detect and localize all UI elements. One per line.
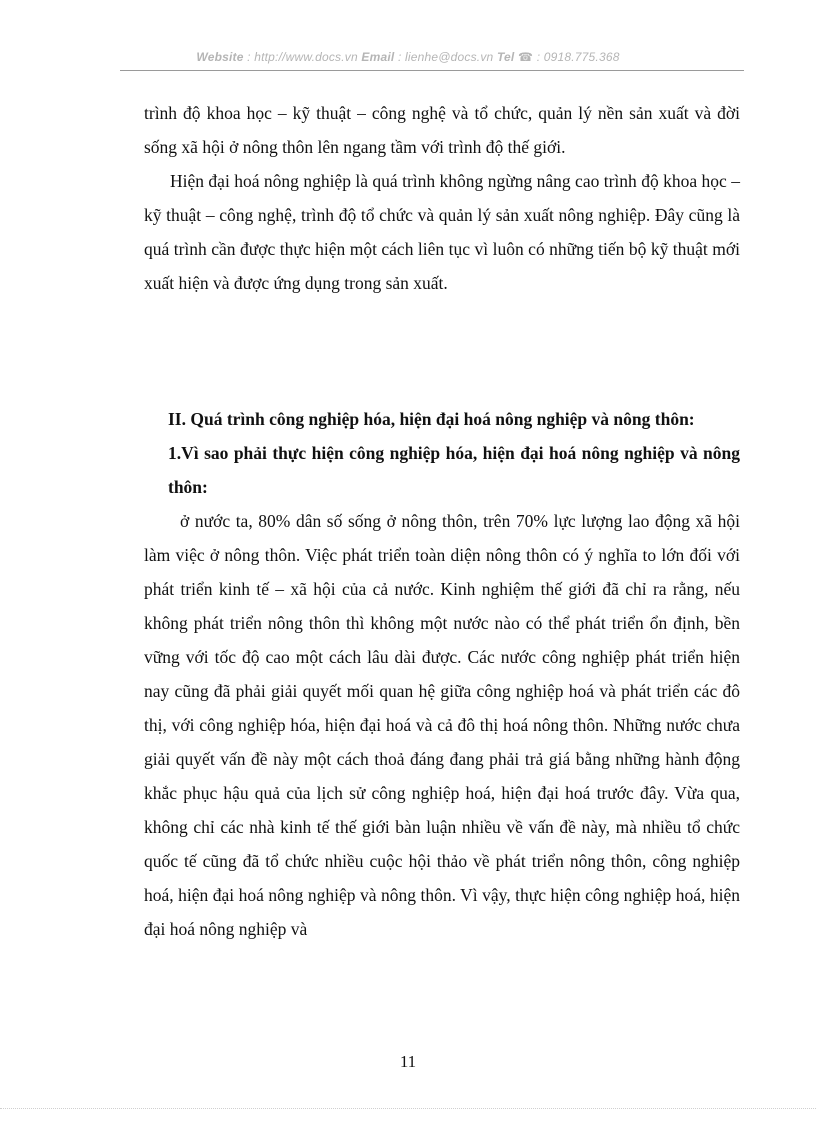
phone-icon: ☎ <box>518 50 534 64</box>
paragraph-3: ở nước ta, 80% dân số sống ở nông thôn, trên 70% lực lượng lao động xã hội làm việc ở nông thôn. Việc phát triển toàn diện nông thôn có ý nghĩa to lớn đối với phát triển kinh tế – xã hội của cả nước. Kinh nghiệm thế giới đã chỉ ra rằng, nếu không phát triển nông thôn thì không một nước nào có thể phát triển ổn định, bền vững với tốc độ cao một cách lâu dài được. Các nước công nghiệp phát triển hiện nay cũng đã phải giải quyết mối quan hệ giữa công nghiệp hoá và phát triển các đô thị, với công nghiệp hóa, hiện đại hoá và cả đô thị hoá nông thôn. Những nước chưa giải quyết vấn đề này một cách thoả đáng đang phải trả giá bằng những hành động khắc phục hậu quả của lịch sử công nghiệp hoá, hiện đại hoá trước đây. Vừa qua, không chỉ các nhà kinh tế thế giới bàn luận nhiều về vấn đề này, mà nhiều tổ chức quốc tế cũng đã tổ chức nhiều cuộc hội thảo về phát triển nông thôn, công nghiệp hoá, hiện đại hoá nông nghiệp và nông thôn. Vì vậy, thực hiện công nghiệp hoá, hiện đại hoá nông nghiệp và <box>144 511 740 939</box>
tel-value: 0918.775.368 <box>543 50 620 64</box>
subsection-heading: 1.Vì sao phải thực hiện công nghiệp hóa, hiện đại hoá nông nghiệp và nông thôn: <box>168 443 740 497</box>
page-number: 11 <box>399 1052 417 1071</box>
email-link[interactable]: lienhe@docs.vn <box>405 50 494 64</box>
tel-separator: : <box>533 50 544 64</box>
website-separator: : <box>243 50 255 64</box>
document-body <box>144 96 740 946</box>
website-link[interactable]: http://www.docs.vn <box>254 50 358 64</box>
tel-label: Tel <box>496 50 515 64</box>
header-divider <box>120 70 744 71</box>
email-separator: : <box>394 50 406 64</box>
website-label: Website <box>196 50 244 64</box>
section-heading: II. Quá trình công nghiệp hóa, hiện đại hoá nông nghiệp và nông thôn: <box>168 409 695 429</box>
email-label: Email <box>361 50 395 64</box>
paragraph-2: Hiện đại hoá nông nghiệp là quá trình không ngừng nâng cao trình độ khoa học – kỹ thuật – công nghệ, trình độ tổ chức và quản lý sản xuất nông nghiệp. Đây cũng là quá trình cần được thực hiện một cách liên tục vì luôn có những tiến bộ kỹ thuật mới xuất hiện và được ứng dụng trong sản xuất. <box>144 171 740 293</box>
paragraph-1: trình độ khoa học – kỹ thuật – công nghệ và tổ chức, quản lý nền sản xuất và đời sống xã hội ở nông thôn lên ngang tầm với trình độ thế giới. <box>144 103 740 157</box>
section-spacer <box>144 300 740 402</box>
page-header <box>0 50 816 64</box>
footer-divider <box>0 1108 816 1109</box>
